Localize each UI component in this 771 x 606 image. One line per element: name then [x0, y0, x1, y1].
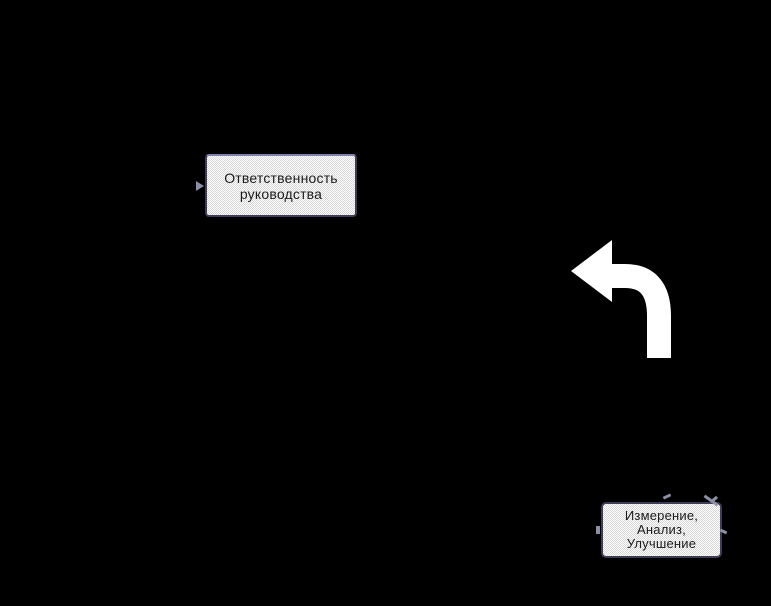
arrow-remnant-left-of-management-node: [196, 181, 204, 191]
node-management-label-line-2: руководства: [239, 185, 323, 202]
node-measurement-label-line-1: Измерение,: [624, 508, 699, 523]
curved-turn-left-arrow-icon: [565, 236, 675, 362]
node-measurement-analysis-improvement: [601, 502, 722, 558]
arrow-remnant-above-measurement-node-1: [663, 493, 672, 499]
arrow-remnant-left-of-measurement-node: [596, 526, 600, 534]
node-measurement-label-line-3: Улучшение: [626, 536, 697, 551]
node-measurement-label-line-2: Анализ,: [637, 522, 686, 537]
node-management-responsibility: [205, 154, 357, 217]
node-management-label-line-1: Ответственность: [224, 169, 338, 186]
